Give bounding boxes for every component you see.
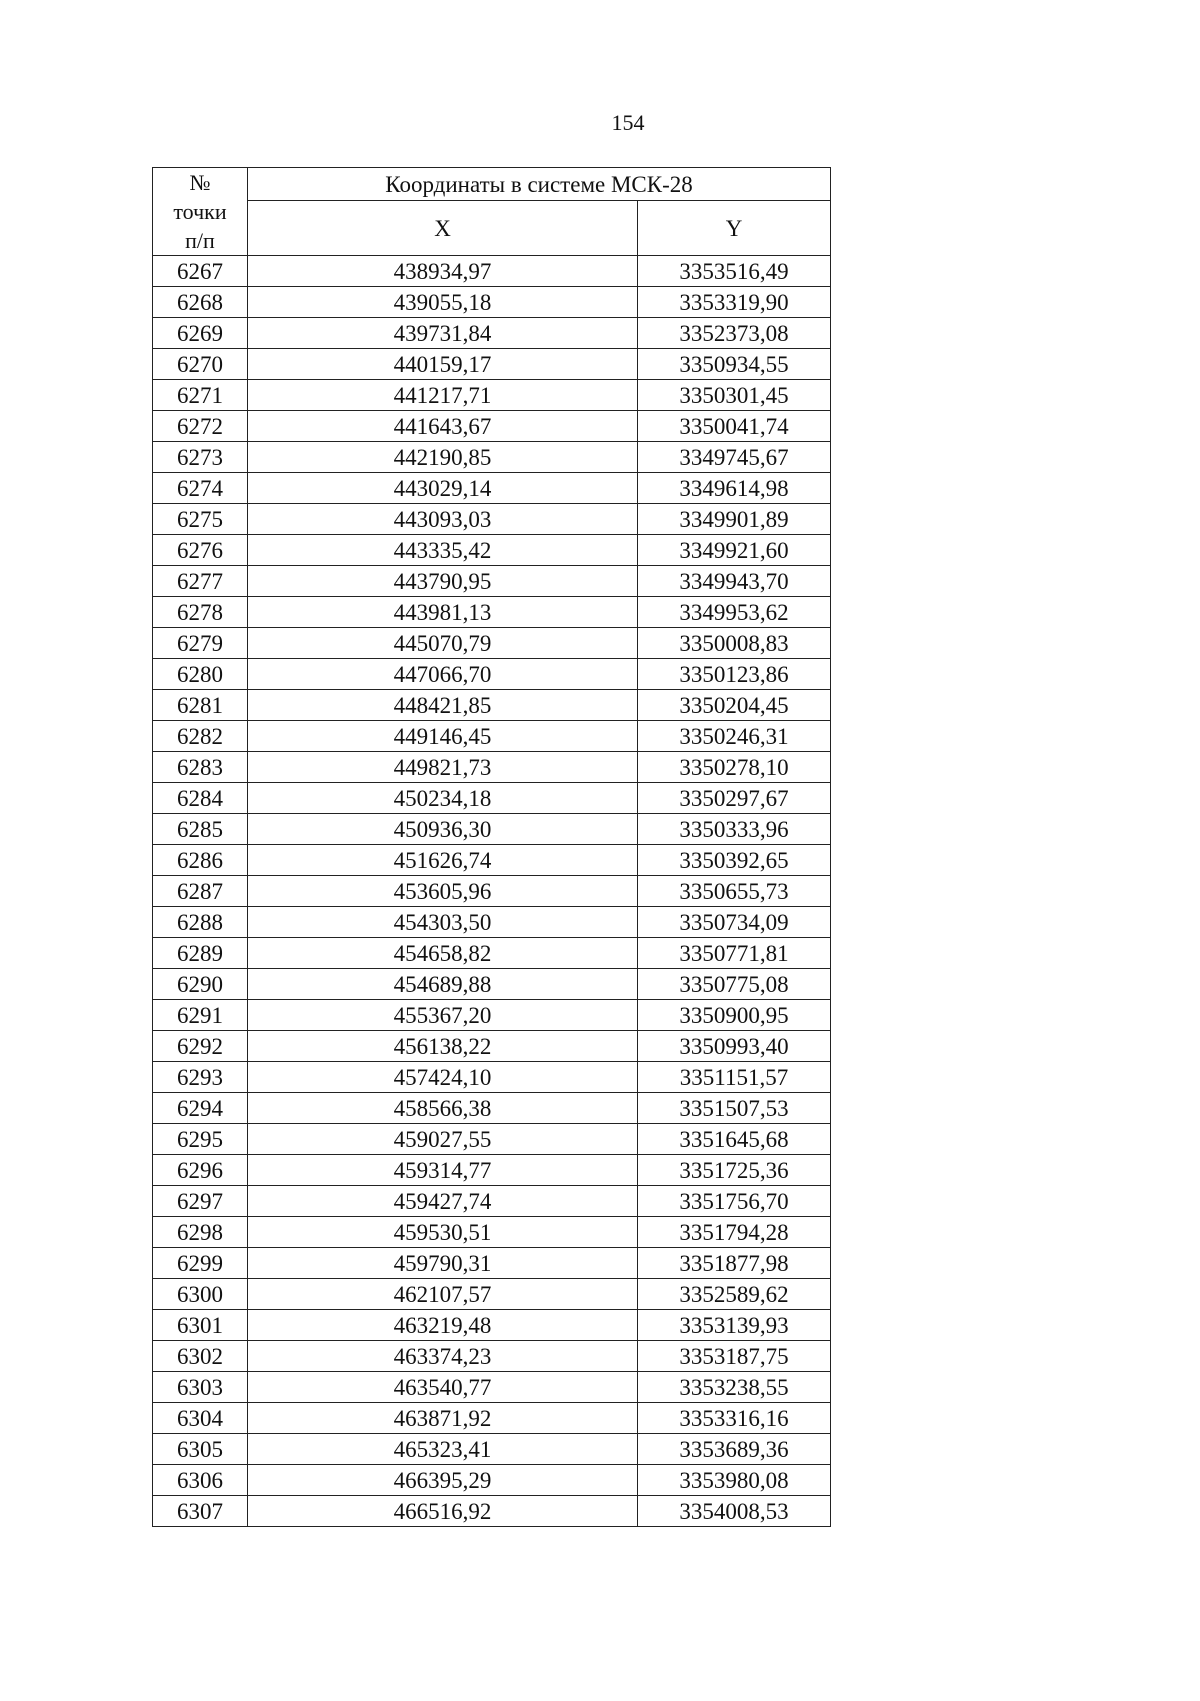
table-row: [153, 628, 831, 659]
point-number-cell: 6274: [153, 473, 248, 504]
x-coordinate-cell: 454658,82: [248, 938, 638, 969]
point-number-cell: 6277: [153, 566, 248, 597]
point-number-cell: 6293: [153, 1062, 248, 1093]
y-coordinate-cell: 3353316,16: [638, 1403, 831, 1434]
table-row: [153, 690, 831, 721]
x-coordinate-cell: 463871,92: [248, 1403, 638, 1434]
y-coordinate-cell: 3353689,36: [638, 1434, 831, 1465]
y-coordinate-cell: 3352589,62: [638, 1279, 831, 1310]
x-coordinate-cell: 466516,92: [248, 1496, 638, 1527]
table-row: [153, 1341, 831, 1372]
table-row: [153, 938, 831, 969]
point-number-cell: 6270: [153, 349, 248, 380]
y-coordinate-cell: 3352373,08: [638, 318, 831, 349]
x-coordinate-cell: 441217,71: [248, 380, 638, 411]
point-number-cell: 6290: [153, 969, 248, 1000]
y-coordinate-cell: 3350278,10: [638, 752, 831, 783]
x-coordinate-cell: 443029,14: [248, 473, 638, 504]
point-number-cell: 6300: [153, 1279, 248, 1310]
y-coordinate-cell: 3350900,95: [638, 1000, 831, 1031]
x-coordinate-cell: 454689,88: [248, 969, 638, 1000]
point-number-cell: 6287: [153, 876, 248, 907]
table-row: [153, 566, 831, 597]
point-number-cell: 6271: [153, 380, 248, 411]
y-coordinate-cell: 3351756,70: [638, 1186, 831, 1217]
y-coordinate-cell: 3351151,57: [638, 1062, 831, 1093]
point-number-header-line-2: точки: [173, 199, 227, 224]
y-coordinate-cell: 3350041,74: [638, 411, 831, 442]
coordinates-table: [152, 167, 831, 1527]
x-coordinate-cell: 458566,38: [248, 1093, 638, 1124]
y-coordinate-cell: 3350775,08: [638, 969, 831, 1000]
table-row: [153, 1403, 831, 1434]
y-coordinate-cell: 3350392,65: [638, 845, 831, 876]
x-coordinate-cell: 443093,03: [248, 504, 638, 535]
y-coordinate-cell: 3350204,45: [638, 690, 831, 721]
point-number-header: [153, 168, 248, 256]
point-number-cell: 6275: [153, 504, 248, 535]
point-number-cell: 6289: [153, 938, 248, 969]
x-coordinate-cell: 451626,74: [248, 845, 638, 876]
table-row: [153, 845, 831, 876]
x-coordinate-cell: 439055,18: [248, 287, 638, 318]
x-coordinate-cell: 441643,67: [248, 411, 638, 442]
point-number-cell: 6302: [153, 1341, 248, 1372]
y-coordinate-cell: 3351507,53: [638, 1093, 831, 1124]
point-number-cell: 6304: [153, 1403, 248, 1434]
y-coordinate-cell: 3350123,86: [638, 659, 831, 690]
table-row: [153, 1124, 831, 1155]
x-column-header: X: [248, 201, 638, 256]
point-number-cell: 6282: [153, 721, 248, 752]
table-row: [153, 380, 831, 411]
table-row: [153, 1155, 831, 1186]
point-number-header-line-1: №: [189, 170, 211, 195]
point-number-cell: 6306: [153, 1465, 248, 1496]
page-number: 154: [611, 110, 645, 135]
point-number-cell: 6292: [153, 1031, 248, 1062]
x-coordinate-cell: 466395,29: [248, 1465, 638, 1496]
table-row: [153, 597, 831, 628]
table-row: [153, 783, 831, 814]
y-coordinate-cell: 3350771,81: [638, 938, 831, 969]
y-coordinate-cell: 3350246,31: [638, 721, 831, 752]
x-coordinate-cell: 453605,96: [248, 876, 638, 907]
x-coordinate-cell: 455367,20: [248, 1000, 638, 1031]
table-header: [153, 168, 831, 256]
point-number-cell: 6295: [153, 1124, 248, 1155]
table-row: [153, 1093, 831, 1124]
table-row: [153, 411, 831, 442]
y-coordinate-cell: 3353980,08: [638, 1465, 831, 1496]
y-coordinate-cell: 3353516,49: [638, 256, 831, 287]
point-number-cell: 6294: [153, 1093, 248, 1124]
point-number-cell: 6297: [153, 1186, 248, 1217]
x-coordinate-cell: 450936,30: [248, 814, 638, 845]
x-coordinate-cell: 445070,79: [248, 628, 638, 659]
x-coordinate-cell: 463540,77: [248, 1372, 638, 1403]
x-coordinate-cell: 438934,97: [248, 256, 638, 287]
table-row: [153, 659, 831, 690]
point-number-cell: 6307: [153, 1496, 248, 1527]
y-coordinate-cell: 3350734,09: [638, 907, 831, 938]
point-number-cell: 6268: [153, 287, 248, 318]
point-number-cell: 6279: [153, 628, 248, 659]
x-coordinate-cell: 443981,13: [248, 597, 638, 628]
point-number-cell: 6285: [153, 814, 248, 845]
table-row: [153, 814, 831, 845]
point-number-cell: 6267: [153, 256, 248, 287]
table-row: [153, 1186, 831, 1217]
x-coordinate-cell: 462107,57: [248, 1279, 638, 1310]
point-number-cell: 6298: [153, 1217, 248, 1248]
table-row: [153, 1496, 831, 1527]
y-coordinate-cell: 3349943,70: [638, 566, 831, 597]
table-row: [153, 1000, 831, 1031]
table-row: [153, 1279, 831, 1310]
y-coordinate-cell: 3351725,36: [638, 1155, 831, 1186]
table-row: [153, 1372, 831, 1403]
table-row: [153, 721, 831, 752]
x-coordinate-cell: 463219,48: [248, 1310, 638, 1341]
y-coordinate-cell: 3349614,98: [638, 473, 831, 504]
x-coordinate-cell: 449146,45: [248, 721, 638, 752]
point-number-cell: 6278: [153, 597, 248, 628]
point-number-cell: 6296: [153, 1155, 248, 1186]
point-number-cell: 6305: [153, 1434, 248, 1465]
table-row: [153, 473, 831, 504]
y-coordinate-cell: 3353187,75: [638, 1341, 831, 1372]
y-coordinate-cell: 3354008,53: [638, 1496, 831, 1527]
table-row: [153, 349, 831, 380]
point-number-cell: 6272: [153, 411, 248, 442]
table-row: [153, 256, 831, 287]
point-number-cell: 6283: [153, 752, 248, 783]
point-number-cell: 6280: [153, 659, 248, 690]
table-row: [153, 969, 831, 1000]
table-row: [153, 442, 831, 473]
point-number-cell: 6301: [153, 1310, 248, 1341]
y-coordinate-cell: 3349745,67: [638, 442, 831, 473]
y-coordinate-cell: 3350993,40: [638, 1031, 831, 1062]
x-coordinate-cell: 450234,18: [248, 783, 638, 814]
y-coordinate-cell: 3349901,89: [638, 504, 831, 535]
x-coordinate-cell: 456138,22: [248, 1031, 638, 1062]
table-row: [153, 1310, 831, 1341]
point-number-header-line-3: п/п: [185, 228, 215, 253]
y-coordinate-cell: 3349953,62: [638, 597, 831, 628]
point-number-cell: 6269: [153, 318, 248, 349]
x-coordinate-cell: 459790,31: [248, 1248, 638, 1279]
point-number-cell: 6291: [153, 1000, 248, 1031]
x-coordinate-cell: 440159,17: [248, 349, 638, 380]
table-row: [153, 1465, 831, 1496]
y-coordinate-cell: 3353139,93: [638, 1310, 831, 1341]
y-coordinate-cell: 3350008,83: [638, 628, 831, 659]
point-number-cell: 6286: [153, 845, 248, 876]
x-coordinate-cell: 439731,84: [248, 318, 638, 349]
y-coordinate-cell: 3353238,55: [638, 1372, 831, 1403]
table-row: [153, 876, 831, 907]
x-coordinate-cell: 463374,23: [248, 1341, 638, 1372]
y-coordinate-cell: 3349921,60: [638, 535, 831, 566]
table-row: [153, 1217, 831, 1248]
y-column-header: Y: [638, 201, 831, 256]
y-coordinate-cell: 3350934,55: [638, 349, 831, 380]
x-coordinate-cell: 459530,51: [248, 1217, 638, 1248]
x-coordinate-cell: 443335,42: [248, 535, 638, 566]
table-row: [153, 1248, 831, 1279]
x-coordinate-cell: 465323,41: [248, 1434, 638, 1465]
x-coordinate-cell: 454303,50: [248, 907, 638, 938]
x-coordinate-cell: 459027,55: [248, 1124, 638, 1155]
x-coordinate-cell: 449821,73: [248, 752, 638, 783]
x-coordinate-cell: 443790,95: [248, 566, 638, 597]
table-row: [153, 1434, 831, 1465]
point-number-cell: 6284: [153, 783, 248, 814]
table-body: [153, 256, 831, 1527]
table-row: [153, 504, 831, 535]
table-row: [153, 318, 831, 349]
x-coordinate-cell: 448421,85: [248, 690, 638, 721]
table-row: [153, 535, 831, 566]
y-coordinate-cell: 3350655,73: [638, 876, 831, 907]
table-row: [153, 1031, 831, 1062]
table-row: [153, 752, 831, 783]
point-number-cell: 6303: [153, 1372, 248, 1403]
x-coordinate-cell: 447066,70: [248, 659, 638, 690]
y-coordinate-cell: 3351794,28: [638, 1217, 831, 1248]
table-row: [153, 287, 831, 318]
y-coordinate-cell: 3350297,67: [638, 783, 831, 814]
table-row: [153, 907, 831, 938]
x-coordinate-cell: 459314,77: [248, 1155, 638, 1186]
coordinate-system-header: Координаты в системе МСК-28: [248, 168, 831, 201]
point-number-cell: 6273: [153, 442, 248, 473]
y-coordinate-cell: 3353319,90: [638, 287, 831, 318]
point-number-cell: 6299: [153, 1248, 248, 1279]
x-coordinate-cell: 459427,74: [248, 1186, 638, 1217]
x-coordinate-cell: 442190,85: [248, 442, 638, 473]
y-coordinate-cell: 3350333,96: [638, 814, 831, 845]
table-row: [153, 1062, 831, 1093]
y-coordinate-cell: 3351645,68: [638, 1124, 831, 1155]
point-number-cell: 6281: [153, 690, 248, 721]
x-coordinate-cell: 457424,10: [248, 1062, 638, 1093]
y-coordinate-cell: 3351877,98: [638, 1248, 831, 1279]
point-number-cell: 6288: [153, 907, 248, 938]
y-coordinate-cell: 3350301,45: [638, 380, 831, 411]
point-number-cell: 6276: [153, 535, 248, 566]
